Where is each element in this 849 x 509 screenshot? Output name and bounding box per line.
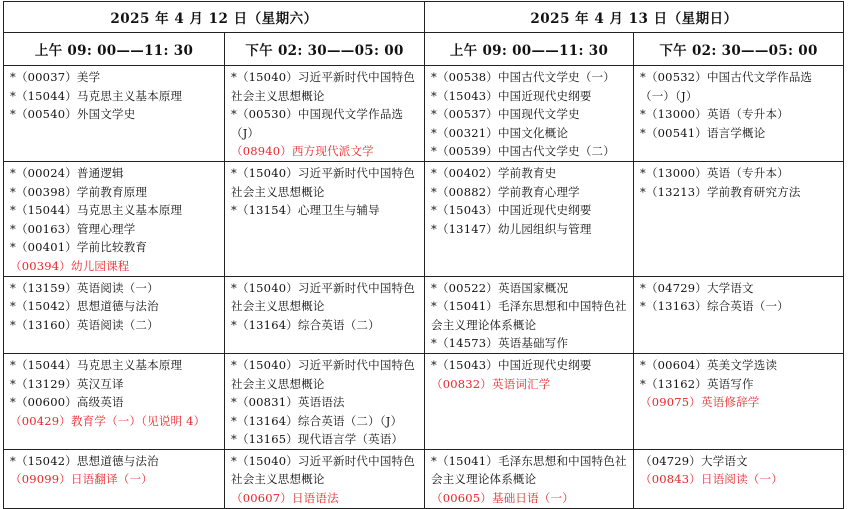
course-item-highlighted: （00429）教育学（一）（见说明 4） [10,413,206,428]
course-item-highlighted: （00394）幼儿园课程 [10,258,130,273]
schedule-cell [425,276,634,353]
course-item: *（13147）幼儿园组织与管理 [431,221,592,236]
course-item: *（00321）中国文化概论 [431,125,569,140]
course-item: *（00540）外国文学史 [10,107,136,122]
course-item: *（00882）学前教育心理学 [431,184,580,199]
schedule-cell [425,353,634,449]
schedule-cell [225,66,425,162]
session-header: 上午 09: 00——11: 30 [4,33,225,66]
course-item: *（13000）英语（专升本） [640,165,789,180]
course-item: *（04729）大学语文 [640,280,754,295]
course-item: *（13159）英语阅读（一） [10,280,159,295]
schedule-cell [634,276,844,353]
course-item: *（13162）英语写作 [640,376,754,391]
course-item: *（15043）中国近现代史纲要 [431,88,592,103]
course-item: *（13164）综合英语（二） [231,317,380,332]
course-item: *（00539）中国古代文学史（二） [431,144,615,159]
schedule-cell-body [4,354,224,430]
course-item: *（00538）中国古代文学史（一） [431,70,615,84]
schedule-cell [4,161,225,276]
schedule-cell [4,66,225,162]
exam-schedule-table [3,1,844,509]
course-item: *（00398）学前教育原理 [10,184,148,199]
course-item: *（00024）普通逻辑 [10,165,124,180]
course-item-highlighted: （08940）西方现代派文学 [231,144,374,159]
schedule-cell-body [425,66,633,161]
course-item: *（00604）英美文学选读 [640,357,778,372]
schedule-cell-body [425,354,633,393]
course-item: *（15044）马克思主义基本原理 [10,203,183,218]
schedule-cell-body [225,277,424,335]
schedule-row [4,353,844,449]
schedule-cell [425,66,634,162]
schedule-cell [225,161,425,276]
course-item-highlighted: （00843）日语阅读（一） [640,472,783,487]
course-item: *（13160）英语阅读（二） [10,317,159,332]
course-item-highlighted: （00832）英语词汇学 [431,376,551,391]
schedule-cell [634,353,844,449]
schedule-row [4,66,844,162]
schedule-cell-body [4,66,224,124]
course-item-highlighted: （00607）日语语法 [231,491,339,506]
course-item: *（13163）综合英语（一） [640,299,789,314]
course-item: *（15042）思想道德与法治 [10,299,159,314]
schedule-cell [634,449,844,508]
course-item-highlighted: （09099）日语翻译（一） [10,472,153,487]
schedule-row [4,276,844,353]
course-item: *（15040）习近平新时代中国特色社会主义思想概论 [231,70,415,103]
schedule-cell [225,276,425,353]
schedule-body [4,66,844,509]
schedule-cell-body [634,450,843,489]
schedule-cell [225,449,425,508]
schedule-cell-body [225,354,424,449]
course-item: *（00600）高级英语 [10,395,124,410]
course-item: *（00163）管理心理学 [10,221,136,236]
schedule-cell-body [4,277,224,335]
schedule-cell [4,449,225,508]
session-header: 上午 09: 00——11: 30 [425,33,634,66]
date-header-day1: 2025 年 4 月 12 日（星期六） [4,2,425,33]
date-header-row [4,2,844,33]
course-item: *（15043）中国近现代史纲要 [431,203,592,218]
course-item: *（00401）学前比较教育 [10,240,148,255]
course-item: *（00532）中国古代文学作品选（一）（J） [640,70,813,103]
schedule-cell-body [225,162,424,220]
schedule-cell [425,161,634,276]
course-item: *（13165）现代语言学（英语） [231,432,404,447]
schedule-cell-body [634,66,843,142]
course-item: （04729）大学语文 [640,453,748,468]
schedule-cell [634,66,844,162]
course-item: *（15040）习近平新时代中国特色社会主义思想概论 [231,453,415,487]
schedule-cell [634,161,844,276]
course-item: *（15040）习近平新时代中国特色社会主义思想概论 [231,357,415,391]
course-item: *（15041）毛泽东思想和中国特色社会主义理论体系概论 [431,453,627,487]
schedule-cell-body [4,450,224,489]
course-item: *（15043）中国近现代史纲要 [431,357,592,372]
course-item: *（14573）英语基础写作 [431,336,569,351]
schedule-cell-body [634,162,843,201]
course-item: *（15040）习近平新时代中国特色社会主义思想概论 [231,165,415,199]
course-item: *（13000）英语（专升本） [640,107,789,122]
course-item: *（13213）学前教育研究方法 [640,184,801,199]
course-item: *（00402）学前教育史 [431,165,557,180]
course-item: *（15041）毛泽东思想和中国特色社会主义理论体系概论 [431,299,627,332]
schedule-row [4,449,844,508]
schedule-cell-body [425,162,633,238]
course-item: *（13154）心理卫生与辅导 [231,203,380,218]
date-header-day2: 2025 年 4 月 13 日（星期日） [425,2,844,33]
schedule-cell-body [425,277,633,353]
course-item: *（00537）中国现代文学史 [431,107,580,122]
schedule-cell-body [634,277,843,316]
session-header: 下午 02: 30——05: 00 [634,33,844,66]
course-item-highlighted: （00605）基础日语（一） [431,491,574,506]
schedule-row [4,161,844,276]
course-item: *（15042）思想道德与法治 [10,453,159,468]
schedule-cell [4,353,225,449]
course-item: *（13164）综合英语（二）（J） [231,413,403,428]
course-item: *（13129）英汉互译 [10,376,124,391]
course-item: *（15044）马克思主义基本原理 [10,357,183,372]
schedule-cell-body [4,162,224,276]
schedule-cell [425,449,634,508]
schedule-cell [225,353,425,449]
course-item-highlighted: （09075）英语修辞学 [640,395,760,410]
course-item: *（00541）语言学概论 [640,125,766,140]
course-item: *（15044）马克思主义基本原理 [10,88,183,103]
course-item: *（15040）习近平新时代中国特色社会主义思想概论 [231,280,415,314]
course-item: *（00037）美学 [10,70,101,84]
schedule-cell-body [225,450,424,508]
schedule-cell-body [225,66,424,161]
course-item: *（00831）英语语法 [231,395,345,410]
schedule-cell-body [425,450,633,508]
course-item: *（00522）英语国家概况 [431,280,569,295]
schedule-cell-body [634,354,843,412]
course-item: *（00530）中国现代文学作品选（J） [231,107,404,140]
session-header: 下午 02: 30——05: 00 [225,33,425,66]
session-header-row [4,33,844,66]
schedule-cell [4,276,225,353]
